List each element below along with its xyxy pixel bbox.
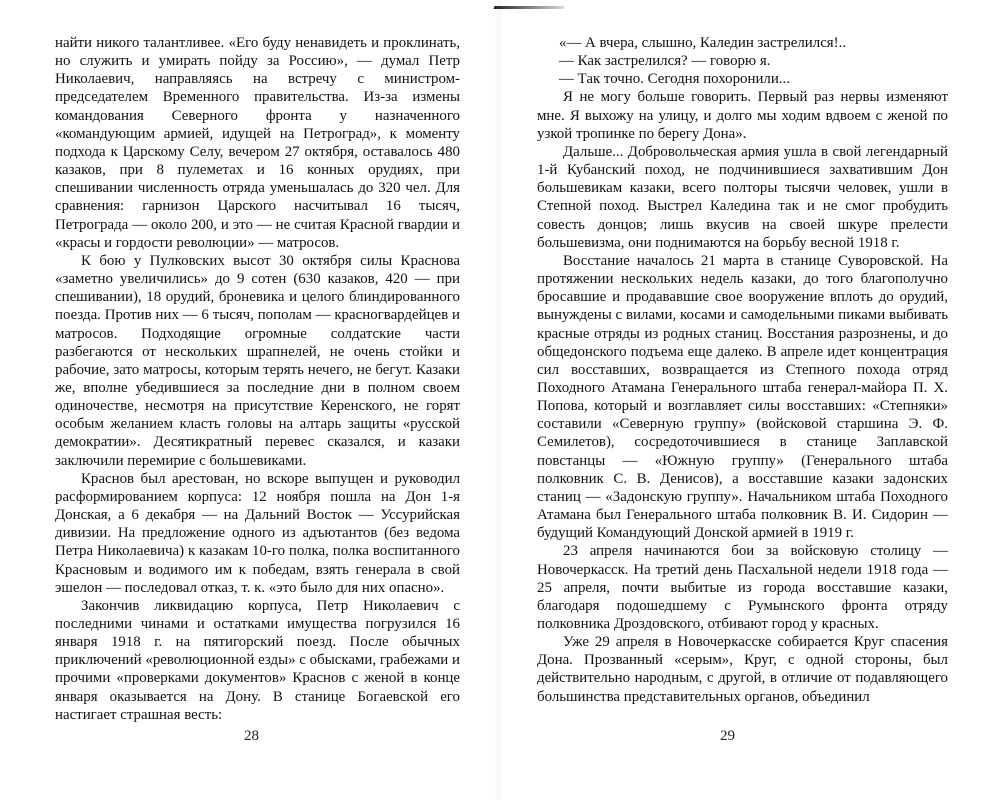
right-paragraph-4: 23 апреля начинаются бои за войсковую столицу — Новочеркасск. На третий день Пасхальной недели 1918 года — 25 апреля, почти выбитые из города восставшие казаки, благодаря подошедшему с Румынского фронта отряду полковника Дроздовского, отбивают город у красных. xyxy=(537,543,948,632)
right-paragraph-2: Дальше... Добровольческая армия ушла в свой легендарный 1-й Кубанский поход, не подчинившиеся захватившим Дон большевикам казаки, всего полторы тысячи человек, ушли в Степной поход. Выстрел Каледина так и не смог пробудить совесть донцов; лишь вкусив на своей шкуре прелести большевизма, они поднимаются на борьбу весной 1918 г. xyxy=(537,143,948,251)
left-page xyxy=(55,34,460,724)
dialog-line-2: — Как застрелился? — говорю я. xyxy=(559,53,771,70)
left-paragraph-4: Закончив ликвидацию корпуса, Петр Николаевич с последними чинами и остатками имущества погрузился 16 января 1918 г. на пятигорский поезд. После обычных приключений «революционной езды» с обысками, грабежами и прочими «проверками документов» Краснов с женой в конце января оказывается на Дону. В станице Богаевской его настигает страшная весть: xyxy=(55,597,460,723)
left-paragraph-2: К бою у Пулковских высот 30 октября силы Краснова «заметно увеличились» до 9 сотен (630 казаков, 420 — при спешивании), 18 орудий, броневика и целого блиндированного поезда. Против них — 6 тысяч, пополам — красногвардейцев и матросов. Подходящие огромные солдатские части разбегаются от нескольких шрапнелей, не очень стойки и рабочие, зато матросы, которым терять нечего, не бегут. Казаки же, вполне убедившиеся за последние дни в полном своем одиночестве, несмотря на присутствие Керенского, не горят особым желанием класть головы на алтарь защиты «русской демократии». Десятикратный перевес сказался, и казаки заключили перемирие с большевиками. xyxy=(55,252,460,469)
scan-artifact xyxy=(493,6,564,9)
right-page-number: 29 xyxy=(720,728,735,744)
book-gutter xyxy=(494,0,504,800)
right-page xyxy=(537,34,948,706)
right-paragraph-3: Восстание началось 21 марта в станице Суворовской. На протяжении нескольких недель казаки, до того благополучно бросавшие и продававшие свое вооружение вплоть до орудий, вынуждены с вилами, косами и самодельными пиками выбивать красные отряды из родных станиц. Восстания разрознены, и до общедонского подъема еще далеко. В апреле идет концентрация сил восставших, возвращается из Степного похода отряд Походного Атамана Генерального штаба генерал-майора П. Х. Попова, который и возглавляет силы восставших: «Степняки» составили «Северную группу» (войсковой старшина Э. Ф. Семилетов), сосредоточившиеся в станице Заплавской повстанцы — «Южную группу» (Генерального штаба полковник С. В. Денисов), а восставшие казаки задонских станиц — «Задонскую группу». Начальником штаба Походного Атамана был Генерального штаба полковник В. И. Сидорин — будущий Командующий Донской армией в 1919 г. xyxy=(537,252,948,542)
left-paragraph-3: Краснов был арестован, но вскоре выпущен и руководил расформированием корпуса: 12 ноября пошла на Дон 1-я Донская, а 6 декабря — на Дальний Восток — Уссурийская дивизии. На предложение одного из адъютантов (без ведома Петра Николаевича) к казакам 10-го полка, полка воспитанного Красновым и водимого им к победам, взять генерала в свой эшелон — последовал отказ, т. к. «это было для них опасно». xyxy=(55,470,460,596)
right-paragraph-5: Уже 29 апреля в Новочеркасске собирается Круг спасения Дона. Прозванный «серым», Круг, с одной стороны, был действительно народным, с другой, в отличие от подавляющего большинства представительных органов, объединил xyxy=(537,634,948,705)
left-page-number: 28 xyxy=(244,728,259,744)
left-paragraph-1: найти никого талантливее. «Его буду ненавидеть и проклинать, но служить и умирать пойду за Россию», — думал Петр Николаевич, направляясь на встречу с министром-председателем Временного правительства. Из-за измены командования Северного фронта у назначенного «командующим армией, идущей на Петроград», к моменту подхода к Царскому Селу, вечером 27 октября, оставалось 480 казаков, при 8 пулеметах и 16 конных орудиях, при спешивании численность отряда уменьшалась до 320 чел. Для сравнения: гарнизон Царского насчитывал 16 тысяч, Петрограда — около 200, и это — не считая Красной гвардии и «красы и гордости революции» — матросов. xyxy=(55,35,460,251)
right-paragraph-1: Я не могу больше говорить. Первый раз нервы изменяют мне. Я выхожу на улицу, и долго мы ходим вдвоем с женой по узкой тропинке по берегу Дона». xyxy=(537,89,948,142)
dialog-line-3: — Так точно. Сегодня похоронили... xyxy=(559,71,790,88)
dialog-line-1: «— А вчера, слышно, Каледин застрелился!.. xyxy=(559,35,847,51)
